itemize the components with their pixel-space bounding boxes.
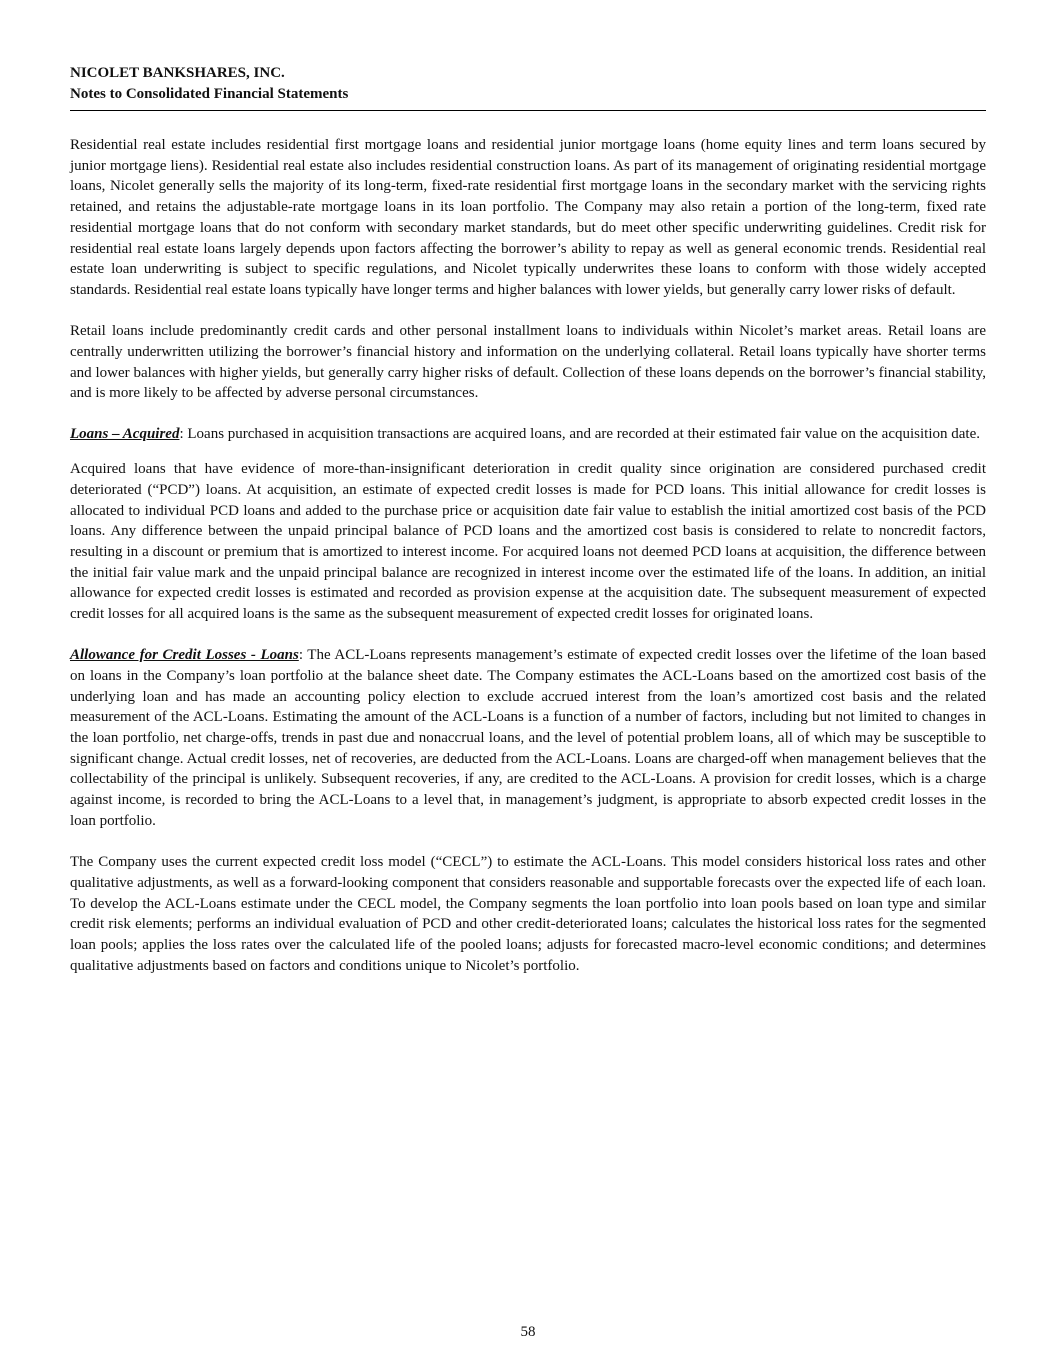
allowance-heading: Allowance for Credit Losses - Loans	[70, 647, 299, 664]
paragraph-allowance-credit-losses	[70, 645, 986, 831]
header-divider	[70, 110, 986, 111]
loans-acquired-text: : Loans purchased in acquisition transactions are acquired loans, and are recorded at their estimated fair value on the acquisition date.	[179, 426, 980, 443]
document-body	[70, 135, 986, 997]
paragraph-pcd-loans: Acquired loans that have evidence of more-than-insignificant deterioration in credit quality since origination are considered purchased credit deteriorated (“PCD”) loans. At acquisition, an estimate of expected credit losses is made for PCD loans. This initial allowance for credit losses is allocated to individual PCD loans and added to the purchase price or acquisition date fair value to establish the initial amortized cost basis of the PCD loans. Any difference between the unpaid principal balance of PCD loans and the amortized cost basis is considered to relate to noncredit factors, resulting in a discount or premium that is amortized to interest income. For acquired loans not deemed PCD loans at acquisition, the difference between the initial fair value mark and the unpaid principal balance are recognized in interest income over the estimated life of the loans. In addition, an initial allowance for expected credit losses is estimated and recorded as provision expense at the acquisition date. The subsequent measurement of expected credit losses for all acquired loans is the same as the subsequent measurement of expected credit losses for originated loans.	[70, 461, 986, 623]
loans-acquired-heading: Loans – Acquired	[70, 426, 180, 443]
allowance-text: : The ACL-Loans represents management’s estimate of expected credit losses over the lifetime of the loan based on loans in the Company’s loan portfolio at the balance sheet date. The Company estimates the ACL-Loans based on the amortized cost basis of the underlying loan and has made an accounting policy election to exclude accrued interest from the loan’s amortized cost basis and the related measurement of the ACL-Loans. Estimating the amount of the ACL-Loans is a function of a number of factors, including but not limited to changes in the loan portfolio, net charge-offs, trends in past due and nonaccrual loans, and the level of potential problem loans, all of which may be susceptible to significant change. Actual credit losses, net of recoveries, are deducted from the ACL-Loans. Loans are charged-off when management believes that the collectability of the principal is unlikely. Subsequent recoveries, if any, are credited to the ACL-Loans. A provision for credit losses, which is a charge against income, is recorded to bring the ACL-Loans to a level that, in management’s judgment, is appropriate to absorb expected credit losses in the loan portfolio.	[70, 647, 986, 829]
paragraph-residential-real-estate: Residential real estate includes residential first mortgage loans and residential junior mortgage loans (home equity lines and term loans secured by junior mortgage liens). Residential real estate also includes residential construction loans. As part of its management of originating residential mortgage loans, Nicolet generally sells the majority of its long-term, fixed-rate residential first mortgage loans in the secondary market with the servicing rights retained, and retains the adjustable-rate mortgage loans in its loan portfolio. The Company may also retain a portion of the long-term, fixed rate residential mortgage loans that do not conform with secondary market standards, but do meet other specific underwriting guidelines. Credit risk for residential real estate loans largely depends upon factors affecting the borrower’s ability to repay as well as general economic trends. Residential real estate loan underwriting is subject to specific regulations, and Nicolet typically underwrites these loans to conform with those widely accepted standards. Residential real estate loans typically have longer terms and higher balances with lower yields, but generally carry lower risks of default.	[70, 137, 986, 298]
page-header	[70, 63, 986, 105]
paragraph-loans-acquired	[70, 424, 986, 445]
paragraph-retail-loans: Retail loans include predominantly credit cards and other personal installment loans to individuals within Nicolet’s market areas. Retail loans are centrally underwritten utilizing the borrower’s financial history and information on the underlying collateral. Retail loans typically have shorter terms and lower balances with higher yields, but generally carry higher risks of default. Collection of these loans depends on the borrower’s financial stability, and is more likely to be affected by adverse personal circumstances.	[70, 323, 986, 402]
company-name: NICOLET BANKSHARES, INC.	[70, 65, 285, 81]
page-number: 58	[520, 1324, 536, 1340]
document-subtitle: Notes to Consolidated Financial Statements	[70, 86, 349, 102]
document-page	[70, 0, 986, 1365]
paragraph-cecl-model: The Company uses the current expected credit loss model (“CECL”) to estimate the ACL-Loans. This model considers historical loss rates and other qualitative adjustments, as well as a forward-looking component that considers reasonable and supportable forecasts over the expected life of each loan. To develop the ACL-Loans estimate under the CECL model, the Company segments the loan portfolio into loan pools based on loan type and similar credit risk elements; performs an individual evaluation of PCD and other credit-deteriorated loans; calculates the historical loss rates for the segmented loan pools; applies the loss rates over the calculated life of the pooled loans; adjusts for forecasted macro-level economic conditions; and determines qualitative adjustments based on factors and conditions unique to Nicolet’s portfolio.	[70, 854, 986, 974]
